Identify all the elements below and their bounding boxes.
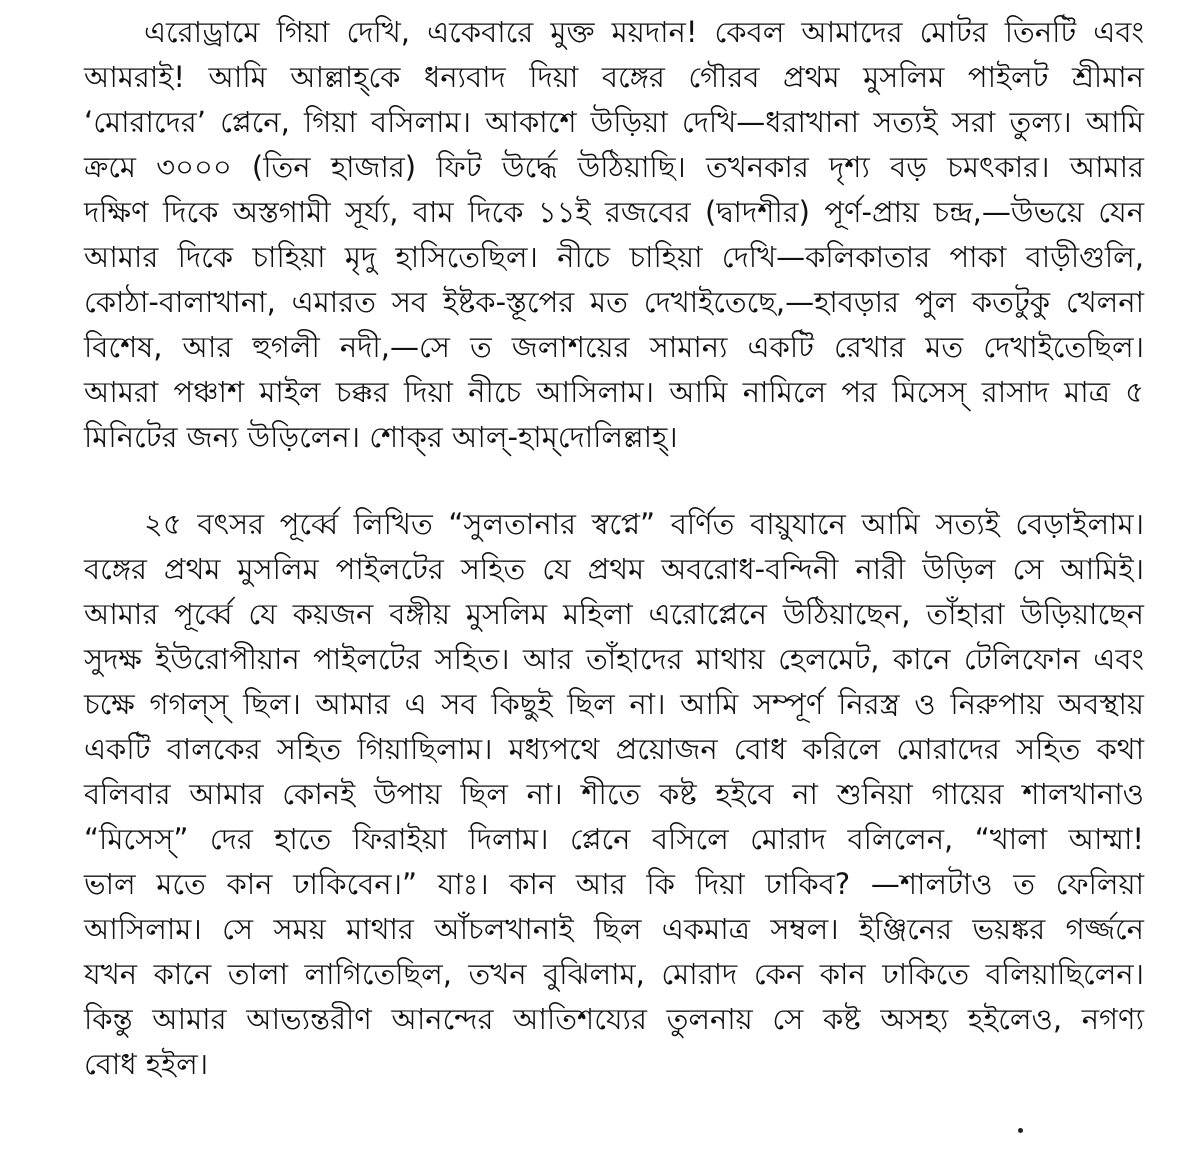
text-line: একটি বালকের সহিত গিয়াছিলাম। মধ্যপথে প্রয়োজন বোধ করিলে মোরাদের সহিত কথা [84, 732, 1144, 766]
ink-speck [1018, 1128, 1023, 1133]
text-line: মিনিটের জন্য উড়িলেন। শোক্‌র আল্-হাম্‌দোলিল্লাহ্‌। [84, 420, 678, 454]
text-line: বোধ হইল। [84, 1047, 209, 1081]
text-line: ক্রমে ৩০০০ (তিন হাজার) ফিট উর্দ্ধে উঠিয়াছি। তখনকার দৃশ্য বড় চমৎকার। আমার [84, 150, 1144, 184]
text-line: দক্ষিণ দিকে অস্তগামী সূর্য্য, বাম দিকে ১১ই রজবের (দ্বাদশীর) পূর্ণ-প্রায় চন্দ্র,—উভয়ে যেন [84, 195, 1144, 229]
text-line: আমরা পঞ্চাশ মাইল চক্কর দিয়া নীচে আসিলাম। আমি নামিলে পর মিসেস্ রাসাদ মাত্র ৫ [84, 375, 1144, 409]
text-line: আমার পূর্ব্বে যে কয়জন বঙ্গীয় মুসলিম মহিলা এরোপ্লেনে উঠিয়াছেন, তাঁহারা উড়িয়াছেন [84, 597, 1144, 631]
text-line: ‘মোরাদের’ প্লেনে, গিয়া বসিলাম। আকাশে উড়িয়া দেখি—ধরাখানা সত্যই সরা তুল্য। আমি [84, 105, 1144, 139]
text-line: “মিসেস্” দের হাতে ফিরাইয়া দিলাম। প্লেনে বসিলে মোরাদ বলিলেন, “খালা আম্মা! [84, 822, 1144, 856]
text-line: এরোড্রামে গিয়া দেখি, একেবারে মুক্ত ময়দান! কেবল আমাদের মোটর তিনটি এবং [144, 15, 1144, 49]
text-line: চক্ষে গগল্‌স্ ছিল। আমার এ সব কিছুই ছিল না। আমি সম্পূর্ণ নিরস্ত্র ও নিরুপায় অবস্থায় [84, 687, 1144, 721]
text-line: আসিলাম। সে সময় মাথার আঁচলখানাই ছিল একমাত্র সম্বল। ইঞ্জিনের ভয়ঙ্কর গর্জ্জনে [84, 912, 1144, 946]
text-line: বিশেষ, আর হুগলী নদী,—সে ত জলাশয়ের সামান্য একটি রেখার মত দেখাইতেছিল। [84, 330, 1144, 364]
paragraph-sultanas-dream [84, 502, 1144, 1087]
text-line: ভাল মতে কান ঢাকিবেন।” যাঃ। কান আর কি দিয়া ঢাকিব? —শালটাও ত ফেলিয়া [84, 867, 1144, 901]
text-line: সুদক্ষ ইউরোপীয়ান পাইলটের সহিত। আর তাঁহাদের মাথায় হেলমেট, কানে টেলিফোন এবং [84, 642, 1144, 676]
text-line: কোঠা-বালাখানা, এমারত সব ইষ্টক-স্তূপের মত দেখাইতেছে,—হাবড়ার পুল কতটুকু খেলনা [84, 285, 1144, 319]
paragraph-aerodrome-flight [84, 10, 1144, 460]
text-line: ২৫ বৎসর পূর্ব্বে লিখিত “সুলতানার স্বপ্নে” বর্ণিত বায়ুযানে আমি সত্যই বেড়াইলাম। [144, 507, 1144, 541]
text-line: কিন্তু আমার আভ্যন্তরীণ আনন্দের আতিশয্যের তুলনায় সে কষ্ট অসহ্য হইলেও, নগণ্য [84, 1002, 1144, 1036]
text-line: আমার দিকে চাহিয়া মৃদু হাসিতেছিল। নীচে চাহিয়া দেখি—কলিকাতার পাকা বাড়ীগুলি, [84, 240, 1144, 274]
text-line: আমরাই! আমি আল্লাহ্‌কে ধন্যবাদ দিয়া বঙ্গের গৌরব প্রথম মুসলিম পাইলট শ্রীমান [84, 60, 1144, 94]
text-line: যখন কানে তালা লাগিতেছিল, তখন বুঝিলাম, মোরাদ কেন কান ঢাকিতে বলিয়াছিলেন। [84, 957, 1144, 991]
text-line: বলিবার আমার কোনই উপায় ছিল না। শীতে কষ্ট হইবে না শুনিয়া গায়ের শালখানাও [84, 777, 1144, 811]
text-line: বঙ্গের প্রথম মুসলিম পাইলটের সহিত যে প্রথম অবরোধ-বন্দিনী নারী উড়িল সে আমিই। [84, 552, 1144, 586]
